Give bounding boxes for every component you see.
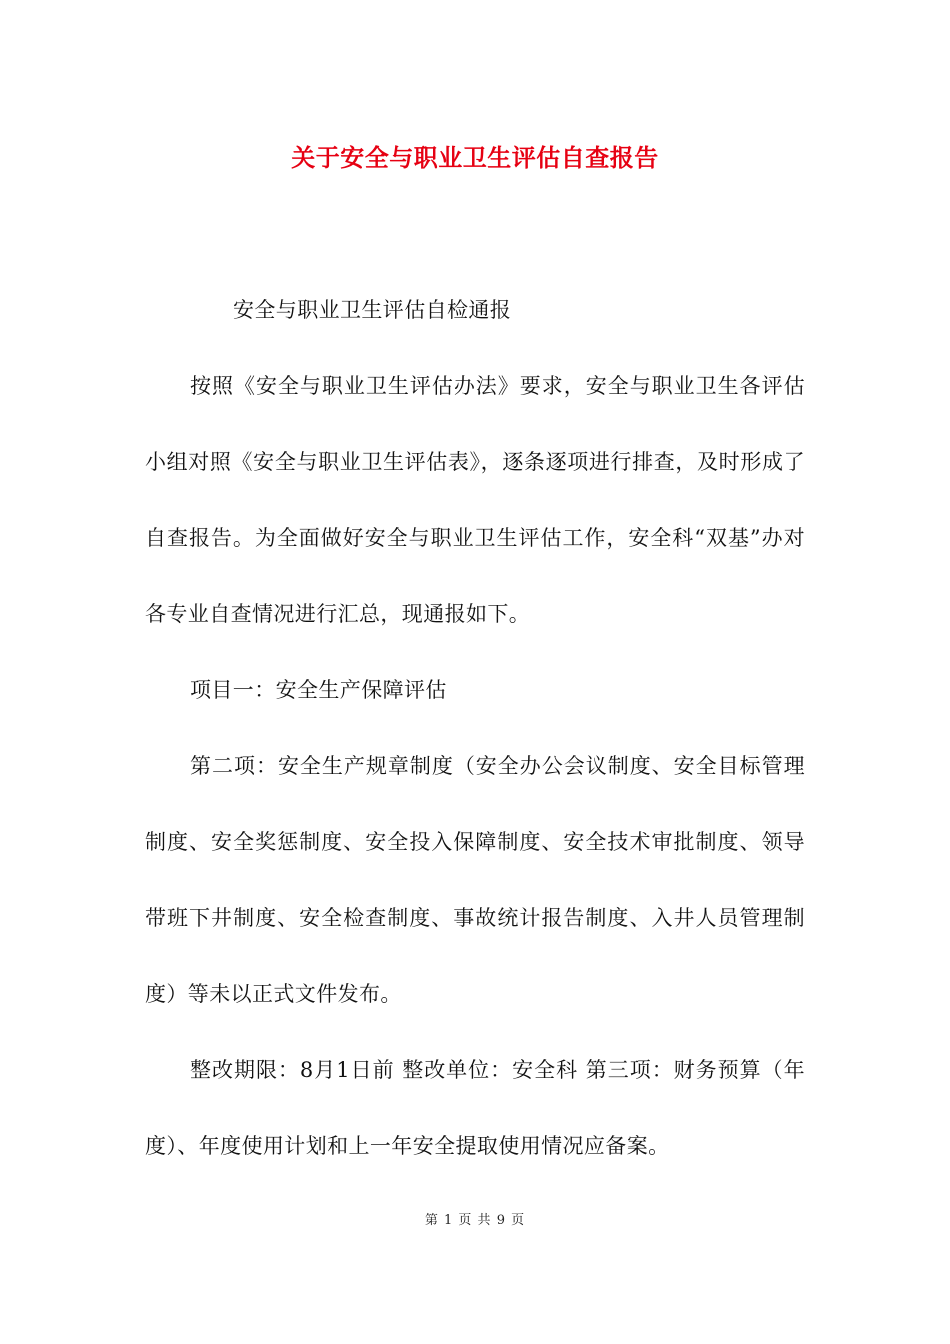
paragraph-intro: 按照《安全与职业卫生评估办法》要求，安全与职业卫生各评估小组对照《安全与职业卫生评估表》，逐条逐项进行排查，及时形成了自查报告。为全面做好安全与职业卫生评估工作，安全科“双基”办对各专业自查情况进行汇总，现通报如下。 bbox=[145, 374, 805, 626]
document-body bbox=[145, 272, 805, 1184]
document-title: 关于安全与职业卫生评估自查报告 bbox=[291, 143, 659, 172]
paragraph-rectification: 整改期限：8月1日前 整改单位：安全科 第三项：财务预算（年度）、年度使用计划和上一年安全提取使用情况应备案。 bbox=[145, 1058, 805, 1158]
paragraph-subtitle: 安全与职业卫生评估自检通报 bbox=[233, 298, 512, 322]
page-number-footer: 第 1 页 共 9 页 bbox=[424, 1213, 526, 1228]
paragraph-item-one: 项目一：安全生产保障评估 bbox=[190, 678, 447, 702]
paragraph-item-two: 第二项：安全生产规章制度（安全办公会议制度、安全目标管理制度、安全奖惩制度、安全投入保障制度、安全技术审批制度、领导带班下井制度、安全检查制度、事故统计报告制度、入井人员管理制度）等未以正式文件发布。 bbox=[145, 754, 805, 1006]
